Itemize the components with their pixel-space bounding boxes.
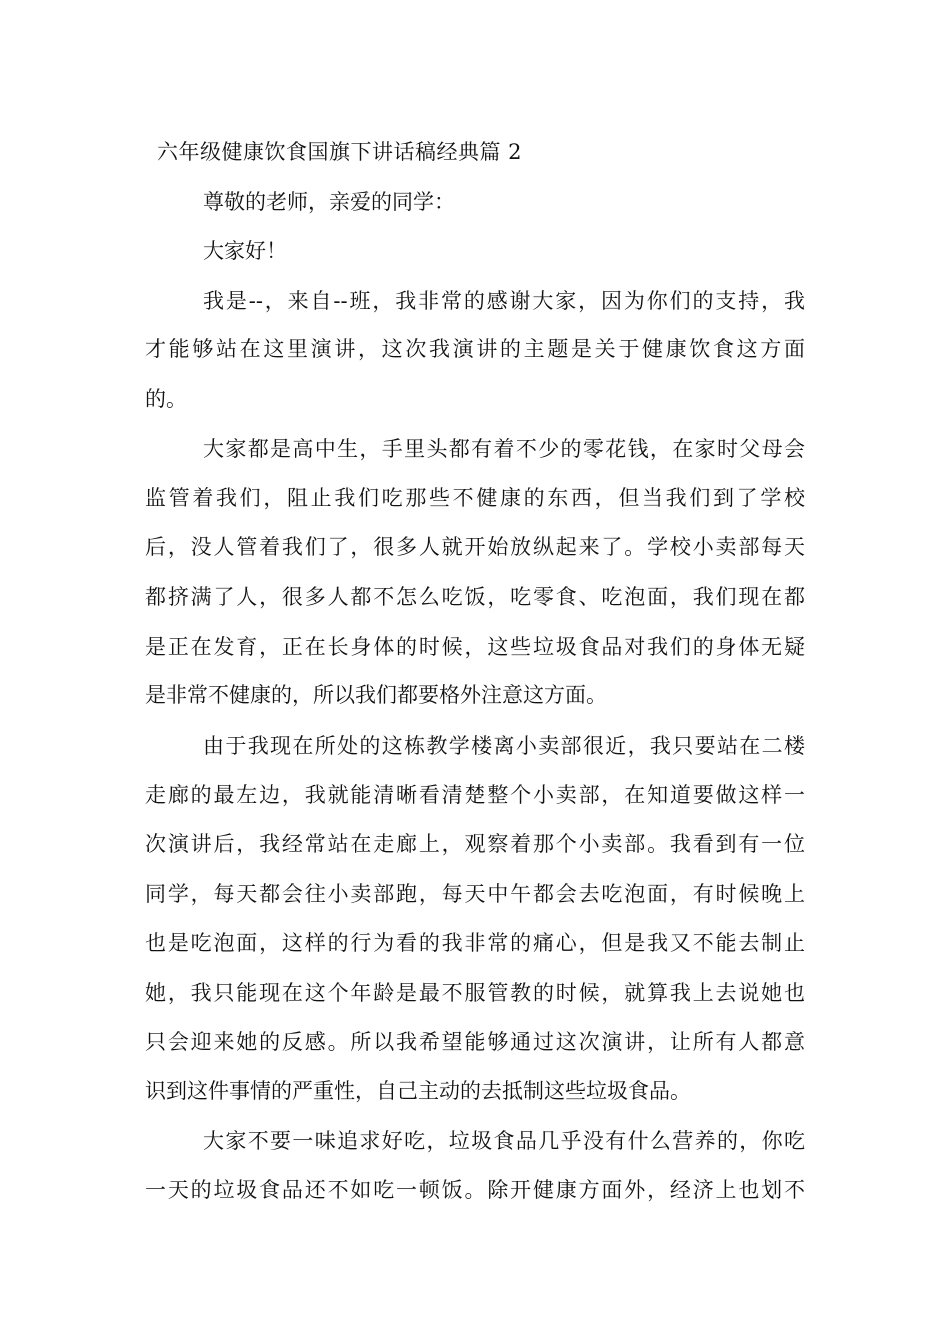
paragraph-line: 是正在发育，正在长身体的时候，这些垃圾食品对我们的身体无疑 [145, 635, 805, 659]
paragraph-line: 后，没人管着我们了，很多人就开始放纵起来了。学校小卖部每天 [145, 535, 805, 559]
document-title: 六年级健康饮食国旗下讲话稿经典篇 2 [157, 140, 523, 164]
paragraph-line: 同学，每天都会往小卖部跑，每天中午都会去吃泡面，有时候晚上 [145, 882, 805, 906]
salutation: 尊敬的老师，亲爱的同学： [203, 190, 455, 214]
paragraph-line: 次演讲后，我经常站在走廊上，观察着那个小卖部。我看到有一位 [145, 832, 805, 856]
paragraph-line: 的。 [145, 387, 187, 411]
paragraph-line: 才能够站在这里演讲，这次我演讲的主题是关于健康饮食这方面 [145, 337, 805, 361]
paragraph-line: 她，我只能现在这个年龄是最不服管教的时候，就算我上去说她也 [145, 981, 805, 1005]
greeting: 大家好！ [203, 239, 287, 263]
paragraph-line: 大家不要一味追求好吃，垃圾食品几乎没有什么营养的，你吃 [203, 1129, 805, 1153]
paragraph-line: 是非常不健康的，所以我们都要格外注意这方面。 [145, 683, 607, 707]
paragraph-line: 大家都是高中生，手里头都有着不少的零花钱，在家时父母会 [203, 437, 805, 461]
paragraph-line: 识到这件事情的严重性，自己主动的去抵制这些垃圾食品。 [145, 1079, 691, 1103]
paragraph-line: 一天的垃圾食品还不如吃一顿饭。除开健康方面外，经济上也划不 [145, 1178, 805, 1202]
paragraph-line: 由于我现在所处的这栋教学楼离小卖部很近，我只要站在二楼 [203, 734, 805, 758]
paragraph-line: 也是吃泡面，这样的行为看的我非常的痛心，但是我又不能去制止 [145, 931, 805, 955]
paragraph-line: 监管着我们，阻止我们吃那些不健康的东西，但当我们到了学校 [145, 486, 805, 510]
paragraph-line: 我是--，来自--班，我非常的感谢大家，因为你们的支持，我 [203, 289, 805, 313]
paragraph-line: 都挤满了人，很多人都不怎么吃饭，吃零食、吃泡面，我们现在都 [145, 585, 805, 609]
paragraph-line: 走廊的最左边，我就能清晰看清楚整个小卖部，在知道要做这样一 [145, 783, 805, 807]
paragraph-line: 只会迎来她的反感。所以我希望能够通过这次演讲，让所有人都意 [145, 1030, 805, 1054]
